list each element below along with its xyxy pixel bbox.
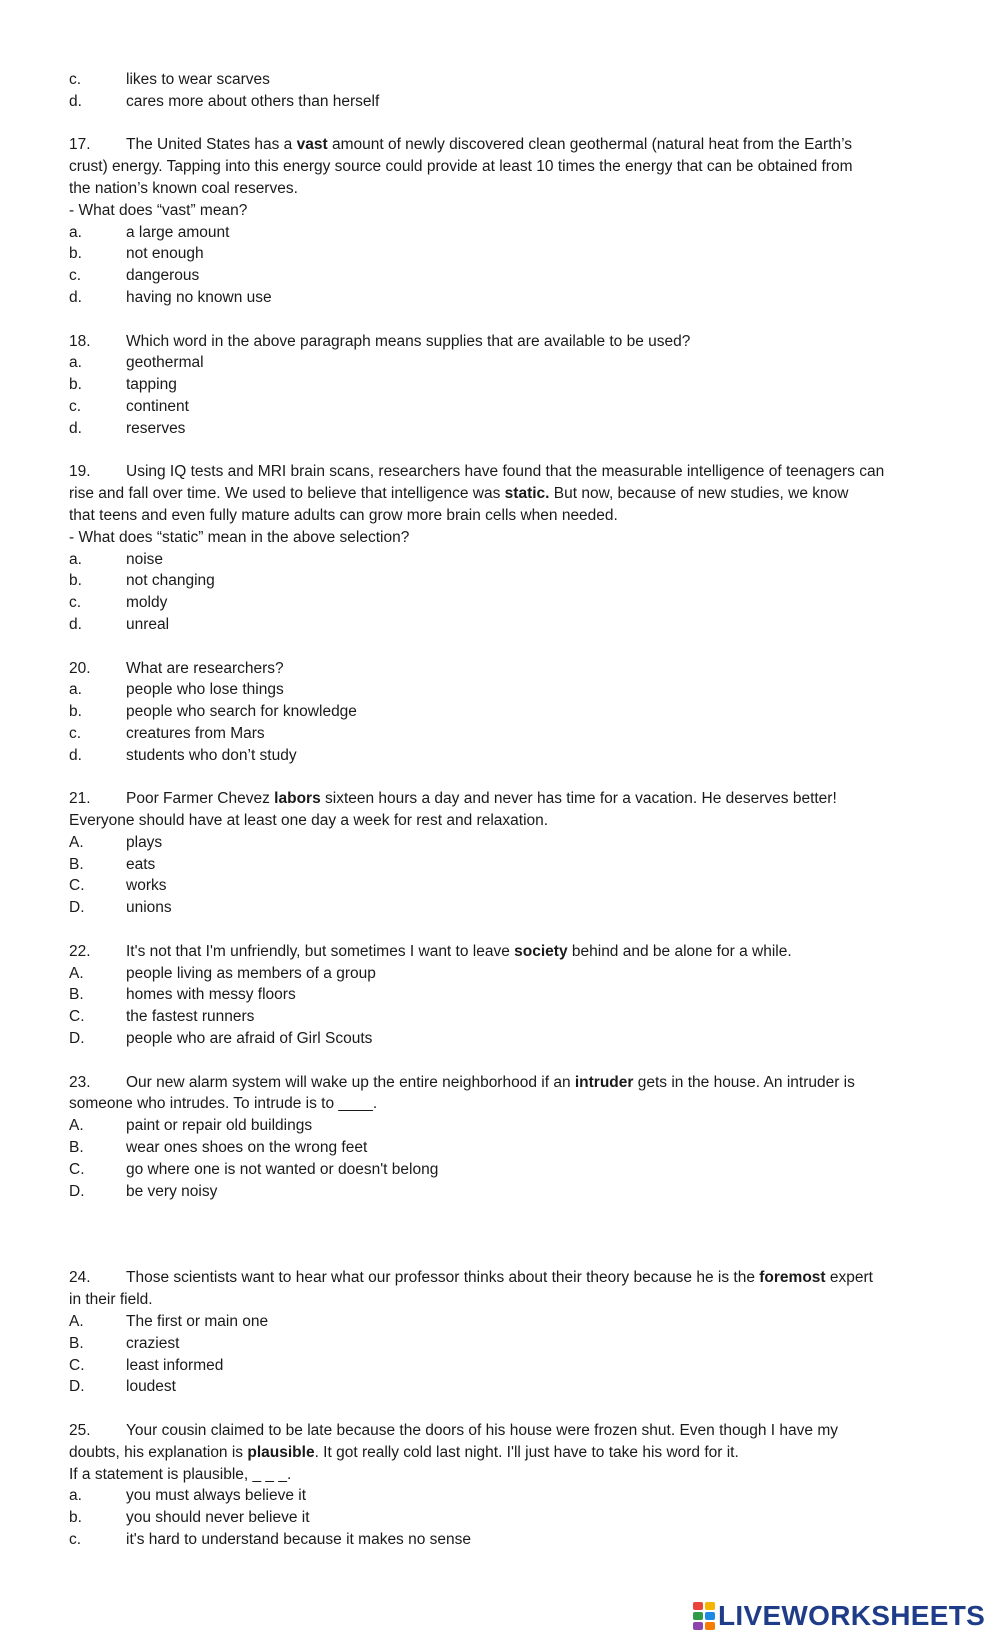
option-b[interactable]: B. homes with messy floors [69,986,296,1004]
question-number: 24. [69,1269,91,1287]
question-number: 21. [69,790,91,808]
question-17 [69,134,929,308]
question-text: 24. Those scientists want to hear what our professor thinks about their theory because he is the foremost expert [69,1267,929,1289]
question-number: 22. [69,942,91,960]
question-21 [69,788,929,919]
option-c[interactable]: C. the fastest runners [69,1008,255,1026]
option-b[interactable]: b. tapping [69,376,177,394]
option-a[interactable]: a. geothermal [69,354,204,372]
option-c[interactable]: c. creatures from Mars [69,724,265,742]
option-d[interactable]: d. reserves [69,419,186,437]
option-d[interactable]: D. loudest [69,1378,176,1396]
question-text: 22. It's not that I'm unfriendly, but sometimes I want to leave society behind and be alone for a while. [69,941,929,963]
option-c[interactable]: c. it's hard to understand because it makes no sense [69,1531,472,1548]
option-b[interactable]: b. not changing [69,572,215,590]
question-number: 25. [69,1422,91,1440]
question-25 [69,1420,929,1551]
question-22 [69,941,929,1050]
question-text: 17. The United States has a vast amount of newly discovered clean geothermal (natural heat from the Earth’s [69,134,929,156]
option-a[interactable]: A. The first or main one [69,1313,269,1331]
keyword: intruder [574,1073,634,1091]
question-text: 20. What are researchers? [69,658,929,680]
liveworksheets-logo [693,1600,985,1632]
question-24 [69,1267,929,1398]
question-19 [69,461,929,635]
option-text: likes to wear scarves [126,71,270,88]
keyword: plausible [247,1443,315,1461]
logo-mark-icon [693,1602,715,1630]
question-text-line: someone who intrudes. To intrude is to ____. [69,1095,378,1113]
option-d[interactable]: D. unions [69,899,172,917]
question-number: 18. [69,332,91,350]
question-text-line: in their field. [69,1291,153,1309]
question-number: 20. [69,659,91,677]
question-text-line: doubts, his explanation is plausible. It got really cold last night. I'll just have to take his word for it. [69,1443,739,1461]
question-text: 18. Which word in the above paragraph means supplies that are available to be used? [69,331,929,353]
question-23 [69,1072,929,1203]
question-prompt: - What does “vast” mean? [69,201,248,219]
option-a[interactable]: a. a large amount [69,223,230,241]
keyword: society [514,942,568,960]
option-b[interactable]: B. eats [69,855,156,873]
option-a[interactable]: A. people living as members of a group [69,964,376,982]
question-text-line: that teens and even fully mature adults can grow more brain cells when needed. [69,506,618,524]
option-c[interactable] [69,69,929,91]
question-number: 19. [69,463,91,481]
option-d[interactable]: D. people who are afraid of Girl Scouts [69,1030,373,1048]
option-c[interactable]: c. moldy [69,594,168,612]
worksheet-page [69,69,929,1551]
question-18 [69,331,929,440]
logo-text: LIVEWORKSHEETS [718,1600,986,1631]
keyword: labors [274,790,321,808]
question-20 [69,658,929,767]
option-b[interactable]: B. wear ones shoes on the wrong feet [69,1139,368,1157]
option-d[interactable] [69,91,929,113]
question-number: 17. [69,136,91,154]
option-c[interactable]: c. dangerous [69,267,200,285]
keyword: foremost [759,1269,826,1287]
option-a[interactable]: a. noise [69,550,164,568]
option-a[interactable]: a. you must always believe it [69,1487,307,1505]
option-c[interactable]: C. least informed [69,1356,224,1374]
option-c[interactable]: C. go where one is not wanted or doesn't belong [69,1160,439,1178]
option-a[interactable]: a. people who lose things [69,681,284,699]
question-text: 25. Your cousin claimed to be late because the doors of his house were frozen shut. Even though I have my [69,1420,929,1442]
question-text-line: rise and fall over time. We used to believe that intelligence was static. But now, because of new studies, we know [69,485,849,503]
question-text-line: the nation’s known coal reserves. [69,179,298,197]
option-c[interactable]: c. continent [69,397,189,415]
question-number: 23. [69,1073,91,1091]
option-b[interactable]: b. you should never believe it [69,1509,310,1527]
option-b[interactable]: b. people who search for knowledge [69,703,357,721]
keyword: vast [296,136,328,154]
question-text-line: Everyone should have at least one day a week for rest and relaxation. [69,812,549,830]
keyword: static. [504,485,550,503]
option-b[interactable]: B. craziest [69,1334,180,1352]
option-text: cares more about others than herself [126,92,380,110]
question-prompt: If a statement is plausible, _ _ _. [69,1465,292,1483]
option-letter: c. [69,71,82,88]
question-text: 21. Poor Farmer Chevez labors sixteen hours a day and never has time for a vacation. He deserves better! [69,788,929,810]
option-d[interactable]: d. students who don’t study [69,746,297,764]
question-text: 19. Using IQ tests and MRI brain scans, researchers have found that the measurable intelligence of teenagers can [69,461,929,483]
option-d[interactable]: d. having no known use [69,288,272,306]
option-d[interactable]: d. unreal [69,615,170,633]
option-d[interactable]: D. be very noisy [69,1182,218,1200]
option-letter: d. [69,92,82,110]
option-a[interactable]: A. paint or repair old buildings [69,1117,313,1135]
option-b[interactable]: b. not enough [69,245,204,263]
option-c[interactable]: C. works [69,877,167,895]
question-text-line: crust) energy. Tapping into this energy source could provide at least 10 times the energy that can be obtained from [69,158,853,176]
option-a[interactable]: A. plays [69,833,163,851]
question-prompt: - What does “static” mean in the above selection? [69,528,410,546]
question-text: 23. Our new alarm system will wake up the entire neighborhood if an intruder gets in the house. An intruder is [69,1072,929,1094]
